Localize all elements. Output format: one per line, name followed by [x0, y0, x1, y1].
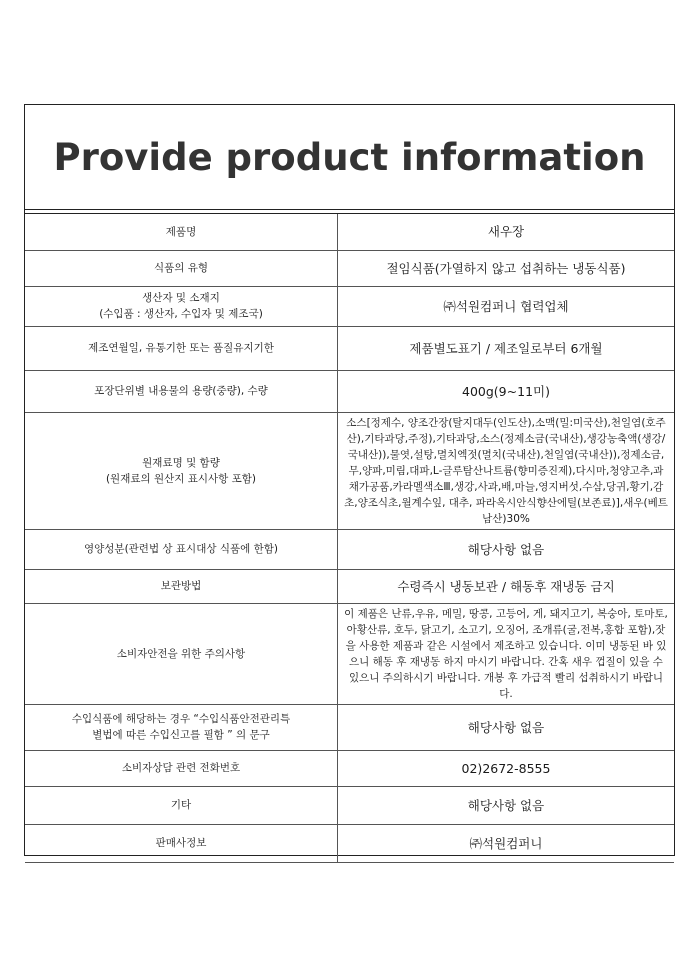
- row-label: 기타: [25, 786, 338, 824]
- row-label: 소비자안전을 위한 주의사항: [25, 603, 338, 704]
- table-row: [25, 786, 674, 824]
- row-value: 이 제품은 난류,우유, 메밀, 땅콩, 고등어, 게, 돼지고기, 복숭아, 토마토, 아황산류, 호두, 닭고기, 소고기, 오징어, 조개류(굴,전복,홍합 포함),잣을 사용한 제품과 같은 시설에서 제조하고 있습니다. 이미 냉동된 바 있으니 해동 후 재냉동 하지 마시기 바랍니다. 간혹 새우 껍질이 있을 수 있으니 주의하시기 바랍니다. 개봉 후 가급적 빨리 섭취하시기 바랍니다.: [338, 603, 675, 704]
- table-row: [25, 412, 674, 529]
- row-label: 소비자상담 관련 전화번호: [25, 750, 338, 786]
- row-label: 포장단위별 내용물의 용량(중량), 수량: [25, 370, 338, 412]
- table-row: [25, 250, 674, 286]
- table-row: [25, 824, 674, 862]
- row-label: 식품의 유형: [25, 250, 338, 286]
- row-value: 해당사항 없음: [338, 529, 675, 569]
- row-value: 400g(9~11미): [338, 370, 675, 412]
- row-value: 새우장: [338, 214, 675, 250]
- title-box: [25, 105, 674, 210]
- row-value: 절임식품(가열하지 않고 섭취하는 냉동식품): [338, 250, 675, 286]
- row-value: 02)2672-8555: [338, 750, 675, 786]
- row-label: 판매사정보: [25, 824, 338, 862]
- row-value: 수령즉시 냉동보관 / 해동후 재냉동 금지: [338, 569, 675, 603]
- table-row: [25, 370, 674, 412]
- table-row: [25, 603, 674, 704]
- row-value: ㈜석원컴퍼니: [338, 824, 675, 862]
- row-value: 소스[정제수, 양조간장(탈지대두(인도산),소맥(밀:미국산),천일염(호주산),기타과당,주정),기타과당,소스(정제소금(국내산),생강농축액(생강/국내산)),물엿,설탕,멸치엑젓(멸치(국내산),천일염(국내산)),정제소금,무,양파,미림,대파,L-글루탐산나트륨(향미증진제),다시마,청양고추,과채가공품,카라멜색소Ⅲ,생강,사과,배,마늘,영지버섯,수삼,당귀,황기,감초,양조식초,월계수잎, 대추, 파라옥시안식향산에틸(보존료)],새우(베트남산)30%: [338, 412, 675, 529]
- row-label: 원재료명 및 함량 (원재료의 원산지 표시사항 포함): [25, 412, 338, 529]
- info-table: [25, 214, 674, 863]
- row-label: 제품명: [25, 214, 338, 250]
- table-row: [25, 569, 674, 603]
- table-row: [25, 704, 674, 750]
- product-info-sheet: [24, 104, 675, 856]
- row-label: 영양성분(관련법 상 표시대상 식품에 한함): [25, 529, 338, 569]
- row-value: 제품별도표기 / 제조일로부터 6개월: [338, 326, 675, 370]
- table-row: [25, 529, 674, 569]
- table-row: [25, 286, 674, 326]
- table-row: [25, 326, 674, 370]
- table-row: [25, 214, 674, 250]
- row-label: 생산자 및 소재지 (수입품 : 생산자, 수입자 및 제조국): [25, 286, 338, 326]
- table-row: [25, 750, 674, 786]
- row-label: 수입식품에 해당하는 경우 “수입식품안전관리특 별법에 따른 수입신고를 필함 ” 의 문구: [25, 704, 338, 750]
- row-label: 보관방법: [25, 569, 338, 603]
- row-value: ㈜석원컴퍼니 협력업체: [338, 286, 675, 326]
- page-title: Provide product information: [53, 135, 646, 179]
- row-value: 해당사항 없음: [338, 786, 675, 824]
- row-value: 해당사항 없음: [338, 704, 675, 750]
- row-label: 제조연월일, 유통기한 또는 품질유지기한: [25, 326, 338, 370]
